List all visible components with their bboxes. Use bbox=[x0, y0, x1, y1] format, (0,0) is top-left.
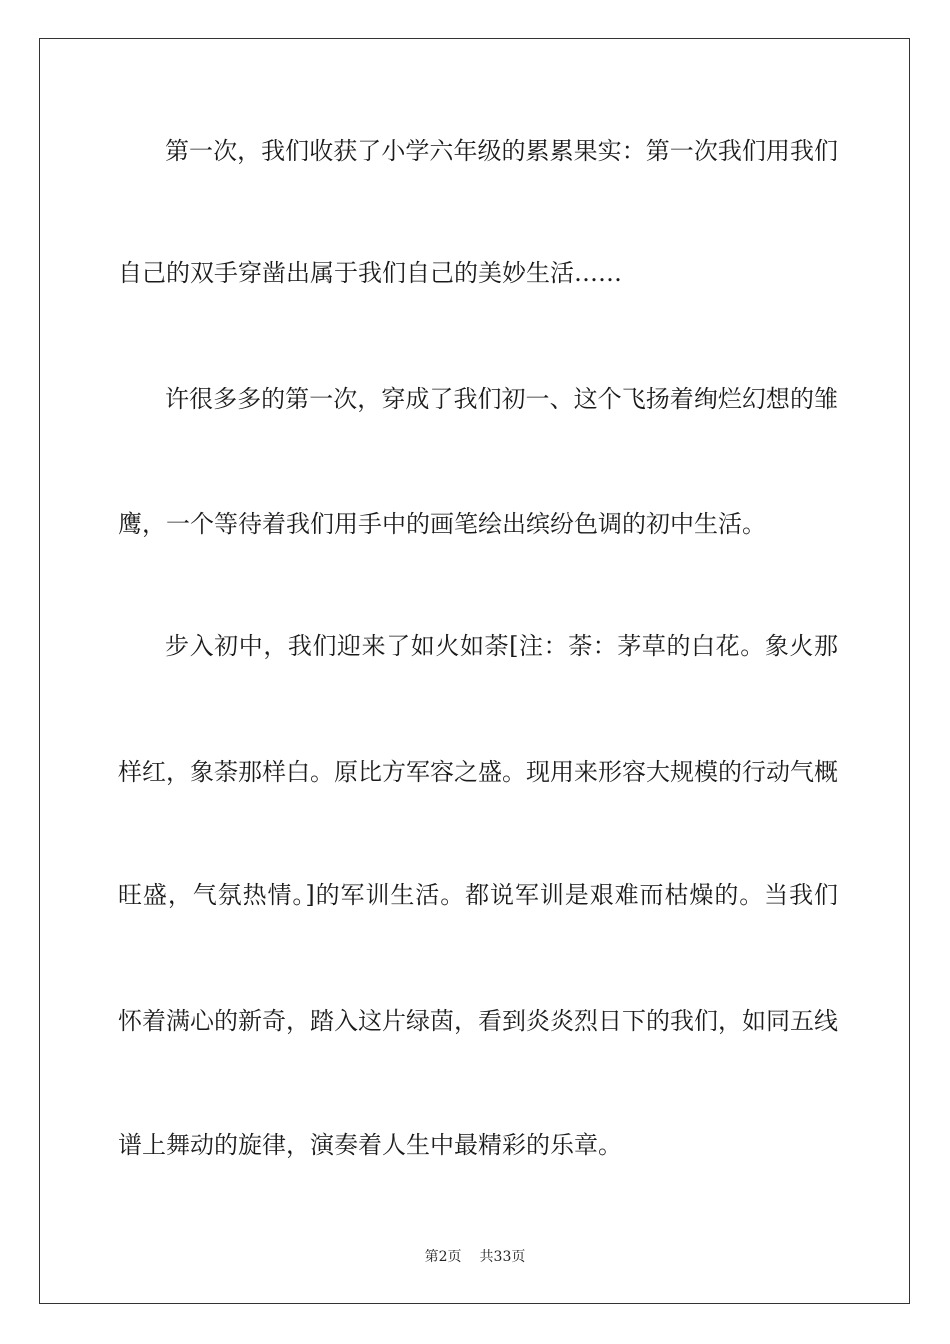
text-line: 怀着满心的新奇，踏入这片绿茵，看到炎炎烈日下的我们，如同五线 bbox=[118, 1007, 838, 1035]
page-total: 共33页 bbox=[479, 1249, 526, 1265]
text-line: 第一次，我们收获了小学六年级的累累果实：第一次我们用我们 bbox=[165, 137, 838, 165]
text-line: 步入初中，我们迎来了如火如荼[注：荼：茅草的白花。象火那 bbox=[165, 632, 838, 660]
text-line: 谱上舞动的旋律，演奏着人生中最精彩的乐章。 bbox=[118, 1131, 622, 1159]
page-frame bbox=[39, 38, 910, 1304]
text-line: 鹰，一个等待着我们用手中的画笔绘出缤纷色调的初中生活。 bbox=[118, 510, 766, 538]
page-footer bbox=[0, 1248, 950, 1266]
page-number: 第2页 bbox=[424, 1249, 462, 1265]
text-line: 旺盛，气氛热情。]的军训生活。都说军训是艰难而枯燥的。当我们 bbox=[118, 881, 838, 909]
text-line: 许很多多的第一次，穿成了我们初一、这个飞扬着绚烂幻想的雏 bbox=[165, 385, 838, 413]
text-line: 自己的双手穿凿出属于我们自己的美妙生活…… bbox=[118, 259, 622, 287]
text-line: 样红，象荼那样白。原比方军容之盛。现用来形容大规模的行动气概 bbox=[118, 758, 838, 786]
